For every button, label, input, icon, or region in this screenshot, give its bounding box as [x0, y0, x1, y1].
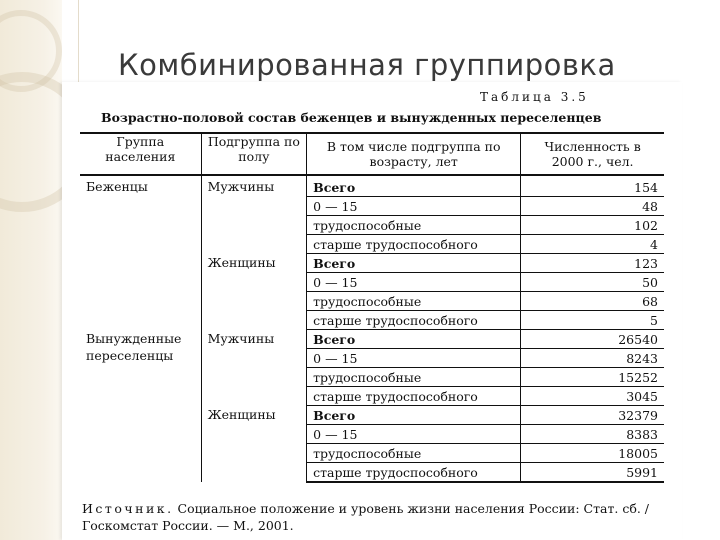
age-cell: трудоспособные — [307, 292, 521, 311]
header-age: В том числе подгруппа по возрасту, лет — [307, 133, 521, 175]
count-cell: 5 — [521, 311, 664, 330]
count-cell: 50 — [521, 273, 664, 292]
source-note — [82, 500, 672, 534]
group-displaced: Вынужденные переселенцы — [80, 330, 201, 483]
subgroup-women: Женщины — [201, 406, 307, 483]
count-cell: 102 — [521, 216, 664, 235]
age-cell: старше трудоспособного — [307, 387, 521, 406]
table-row — [80, 175, 664, 197]
age-cell: трудоспособные — [307, 368, 521, 387]
subgroup-women: Женщины — [201, 254, 307, 330]
table-caption: Возрастно-половой состав беженцев и вынужденных переселенцев — [101, 110, 602, 125]
count-cell: 15252 — [521, 368, 664, 387]
subgroup-men: Мужчины — [201, 175, 307, 254]
table-number: Таблица 3.5 — [480, 90, 589, 104]
source-lead: Источник. — [82, 501, 174, 516]
age-cell: Всего — [307, 254, 521, 273]
header-count: Численность в 2000 г., чел. — [521, 133, 664, 175]
group-refugees: Беженцы — [80, 175, 201, 330]
age-cell: трудоспособные — [307, 216, 521, 235]
table-row — [80, 330, 664, 349]
header-group: Группа населения — [80, 133, 201, 175]
count-cell: 123 — [521, 254, 664, 273]
age-cell: 0 — 15 — [307, 425, 521, 444]
age-cell: 0 — 15 — [307, 349, 521, 368]
count-cell: 8383 — [521, 425, 664, 444]
count-cell: 48 — [521, 197, 664, 216]
count-cell: 3045 — [521, 387, 664, 406]
age-cell: старше трудоспособного — [307, 463, 521, 483]
count-cell: 154 — [521, 175, 664, 197]
data-table — [80, 132, 664, 483]
count-cell: 32379 — [521, 406, 664, 425]
count-cell: 18005 — [521, 444, 664, 463]
count-cell: 68 — [521, 292, 664, 311]
age-cell: Всего — [307, 406, 521, 425]
age-cell: старше трудоспособного — [307, 235, 521, 254]
age-cell: трудоспособные — [307, 444, 521, 463]
count-cell: 8243 — [521, 349, 664, 368]
count-cell: 4 — [521, 235, 664, 254]
table-header-row — [80, 133, 664, 175]
age-cell: 0 — 15 — [307, 197, 521, 216]
age-cell: 0 — 15 — [307, 273, 521, 292]
age-cell: Всего — [307, 175, 521, 197]
slide-title: Комбинированная группировка — [118, 48, 616, 82]
header-subgroup: Подгруппа по полу — [201, 133, 307, 175]
count-cell: 5991 — [521, 463, 664, 483]
age-cell: старше трудоспособного — [307, 311, 521, 330]
subgroup-men: Мужчины — [201, 330, 307, 406]
source-text: Социальное положение и уровень жизни населения России: Стат. сб. / Госкомстат России. — М., 2001. — [82, 501, 650, 533]
age-cell: Всего — [307, 330, 521, 349]
count-cell: 26540 — [521, 330, 664, 349]
